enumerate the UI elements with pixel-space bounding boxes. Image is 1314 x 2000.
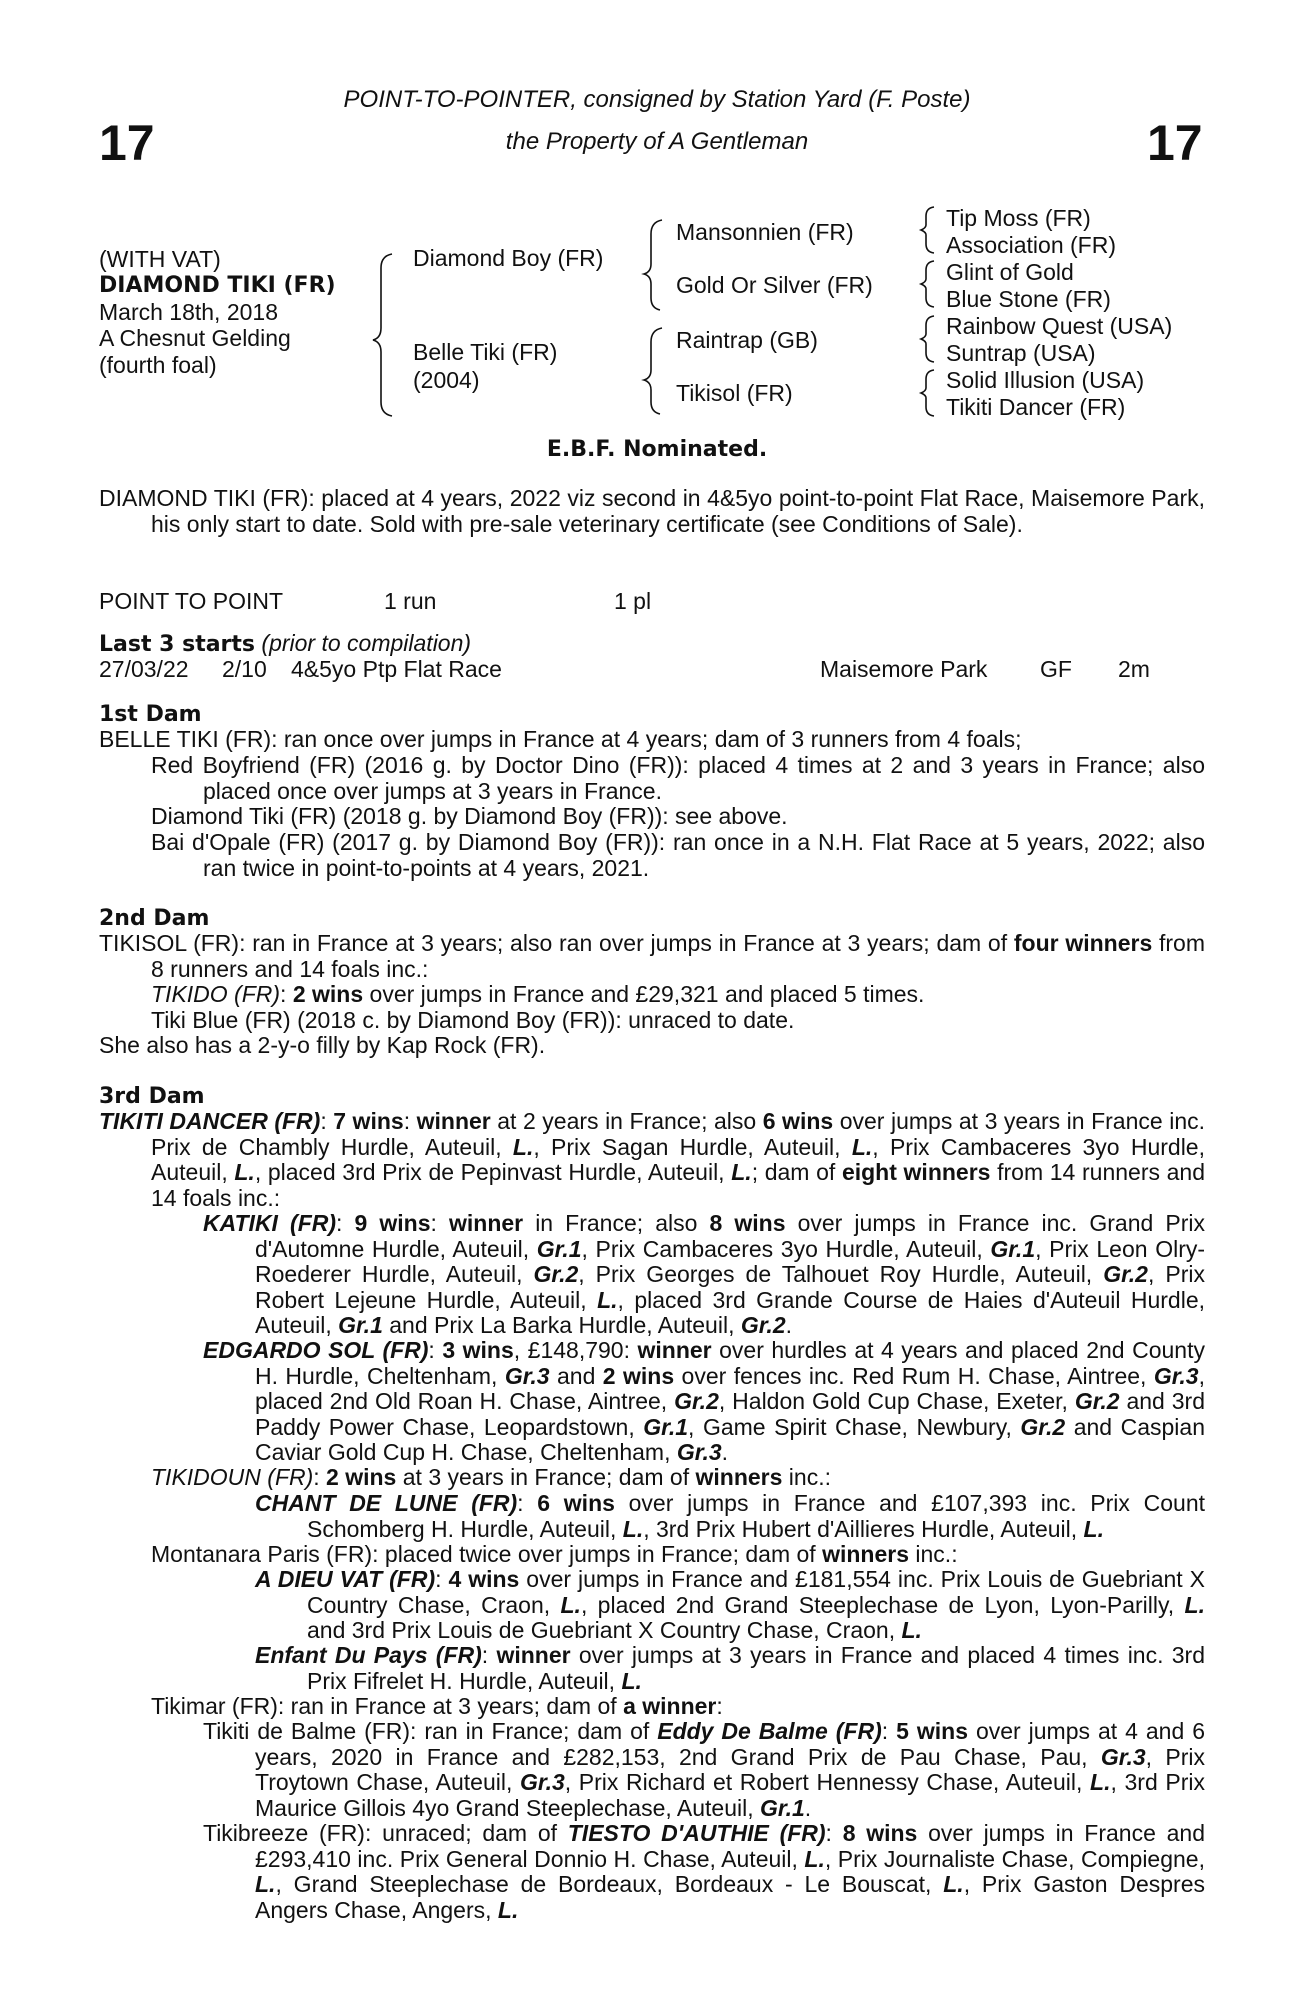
dam-dam-sire: Solid Illusion (USA) bbox=[946, 367, 1145, 393]
last3-course: Maisemore Park bbox=[820, 656, 988, 682]
second-dam-note: She also has a 2-y-o filly by Kap Rock (FR). bbox=[99, 1032, 546, 1058]
last3-position: 2/10 bbox=[222, 656, 267, 682]
second-dam-heading: 2nd Dam bbox=[99, 906, 210, 931]
record-placed: 1 pl bbox=[614, 588, 652, 614]
third-dam-adieu: A DIEU VAT (FR): 4 wins over jumps in France and £181,554 inc. Prix Louis de Guebriant X Country Chase, Craon, L., placed 2nd Grand Steeplechase de Lyon, Lyon-Parilly, L. and 3rd Prix Louis de Guebriant X Country Chase, Craon, L. bbox=[255, 1566, 1205, 1643]
third-dam-edgardo: EDGARDO SOL (FR): 3 wins, £148,790: winner over hurdles at 4 years and placed 2nd County H. Hurdle, Cheltenham, Gr.3 and 2 wins over fences inc. Red Rum H. Chase, Aintree, Gr.3, placed 2nd Old Roan H. Chase, Aintree, Gr.2, Haldon Gold Cup Chase, Exeter, Gr.2 and 3rd Paddy Power Chase, Leopardstown, Gr.1, Game Spirit Chase, Newbury, Gr.2 and Caspian Caviar Gold Cup H. Chase, Cheltenham, Gr.3. bbox=[203, 1337, 1206, 1465]
second-dam-line: TIKISOL (FR): ran in France at 3 years; also ran over jumps in France at 3 years; dam of four winners from 8 runners and 14 foals inc.: bbox=[99, 930, 1206, 982]
third-dam-heading: 3rd Dam bbox=[99, 1084, 205, 1109]
second-dam-produce: Tiki Blue (FR) (2018 c. by Diamond Boy (FR)): unraced to date. bbox=[151, 1007, 795, 1033]
third-dam-tikimar: Tikimar (FR): ran in France at 3 years; dam of a winner: bbox=[151, 1693, 723, 1719]
third-dam-katiki: KATIKI (FR): 9 wins: winner in France; also 8 wins over jumps in France inc. Grand Prix d'Automne Hurdle, Auteuil, Gr.1, Prix Cambaceres 3yo Hurdle, Auteuil, Gr.1, Prix Leon Olry-Roederer Hurdle, Auteuil, Gr.2, Prix Georges de Talhouet Roy Hurdle, Auteuil, Gr.2, Prix Robert Lejeune Hurdle, Auteuil, L., placed 3rd Grande Course de Haies d'Auteuil Hurdle, Auteuil, Gr.1 and Prix La Barka Hurdle, Auteuil, Gr.2. bbox=[203, 1210, 1206, 1338]
horse-dob: March 18th, 2018 bbox=[99, 299, 279, 325]
third-dam-tikibreeze: Tikibreeze (FR): unraced; dam of TIESTO D'AUTHIE (FR): 8 wins over jumps in France and £293,410 inc. Prix General Donnio H. Chase, Auteuil, L., Prix Journaliste Chase, Compiegne, L., Grand Steeplechase de Bordeaux, Bordeaux - Le Bouscat, L., Prix Gaston Despres Angers Chase, Angers, L. bbox=[203, 1820, 1205, 1923]
ebf-nominated: E.B.F. Nominated. bbox=[546, 437, 768, 462]
first-dam-produce: Diamond Tiki (FR) (2018 g. by Diamond Boy (FR)): see above. bbox=[151, 803, 788, 829]
record-label: POINT TO POINT bbox=[99, 588, 284, 614]
header-line-2: the Property of A Gentleman bbox=[505, 128, 809, 155]
sire-dam-dam: Blue Stone (FR) bbox=[946, 286, 1111, 312]
dam-dam: Tikisol (FR) bbox=[676, 380, 793, 406]
sire-dam: Gold Or Silver (FR) bbox=[676, 272, 873, 298]
vat-label: (WITH VAT) bbox=[99, 246, 221, 272]
sire-dam-sire: Glint of Gold bbox=[946, 259, 1074, 285]
sire-sire-sire: Tip Moss (FR) bbox=[946, 205, 1091, 231]
record-runs: 1 run bbox=[384, 588, 437, 614]
header-line-1: POINT-TO-POINTER, consigned by Station Yard (F. Poste) bbox=[343, 86, 971, 113]
last3-race: 4&5yo Ptp Flat Race bbox=[291, 656, 502, 682]
third-dam-tikiti: TIKITI DANCER (FR): 7 wins: winner at 2 years in France; also 6 wins over jumps at 3 years in France inc. Prix de Chambly Hurdle, Auteuil, L., Prix Sagan Hurdle, Auteuil, L., Prix Cambaceres 3yo Hurdle, Auteuil, L., placed 3rd Prix de Pepinvast Hurdle, Auteuil, L.; dam of eight winners from 14 runners and 14 foals inc.: bbox=[99, 1108, 1206, 1211]
first-dam-heading: 1st Dam bbox=[99, 702, 202, 727]
sire-sire-dam: Association (FR) bbox=[946, 232, 1116, 258]
second-dam-produce: TIKIDO (FR): 2 wins over jumps in France and £29,321 and placed 5 times. bbox=[151, 981, 925, 1007]
third-dam-enfant: Enfant Du Pays (FR): winner over jumps at 3 years in France and placed 4 times inc. 3rd Prix Fifrelet H. Hurdle, Auteuil, L. bbox=[255, 1642, 1206, 1694]
last3-date: 27/03/22 bbox=[99, 656, 189, 682]
last3-note: (prior to compilation) bbox=[261, 630, 472, 656]
last3-distance: 2m bbox=[1118, 656, 1150, 682]
last3-title: Last 3 starts bbox=[99, 632, 256, 657]
sire-sire: Mansonnien (FR) bbox=[676, 219, 854, 245]
dam-dam-dam: Tikiti Dancer (FR) bbox=[946, 394, 1126, 420]
third-dam-montanara: Montanara Paris (FR): placed twice over jumps in France; dam of winners inc.: bbox=[151, 1541, 958, 1567]
dam-sire-dam: Suntrap (USA) bbox=[946, 340, 1096, 366]
sire: Diamond Boy (FR) bbox=[413, 245, 604, 271]
third-dam-balme: Tikiti de Balme (FR): ran in France; dam of Eddy De Balme (FR): 5 wins over jumps at 4 and 6 years, 2020 in France and £282,153, 2nd Grand Prix de Pau Chase, Pau, Gr.3, Prix Troytown Chase, Auteuil, Gr.3, Prix Richard et Robert Hennessy Chase, Auteuil, L., 3rd Prix Maurice Gillois 4yo Grand Steeplechase, Auteuil, Gr.1. bbox=[203, 1718, 1206, 1821]
lot-number-left: 17 bbox=[99, 115, 155, 171]
dam-sire-sire: Rainbow Quest (USA) bbox=[946, 313, 1173, 339]
summary-paragraph: DIAMOND TIKI (FR): placed at 4 years, 2022 viz second in 4&5yo point-to-point Flat Race, Maisemore Park, his only start to date. Sold with pre-sale veterinary certificate (see Conditions of Sale). bbox=[99, 485, 1205, 537]
dam: Belle Tiki (FR) bbox=[413, 339, 558, 365]
lot-number-right: 17 bbox=[1147, 115, 1203, 171]
horse-foal: (fourth foal) bbox=[99, 352, 217, 378]
third-dam-chant: CHANT DE LUNE (FR): 6 wins over jumps in France and £107,393 inc. Prix Count Schomberg H. Hurdle, Auteuil, L., 3rd Prix Hubert d'Aillieres Hurdle, Auteuil, L. bbox=[255, 1490, 1206, 1542]
last3-heading bbox=[99, 631, 471, 658]
last3-going: GF bbox=[1040, 656, 1072, 682]
horse-description: A Chesnut Gelding bbox=[99, 325, 291, 351]
third-dam-tikidoun: TIKIDOUN (FR): 2 wins at 3 years in France; dam of winners inc.: bbox=[151, 1464, 831, 1490]
dam-sire: Raintrap (GB) bbox=[676, 327, 818, 353]
horse-name: DIAMOND TIKI (FR) bbox=[99, 273, 336, 298]
first-dam-produce: Red Boyfriend (FR) (2016 g. by Doctor Dino (FR)): placed 4 times at 2 and 3 years in France; also placed once over jumps at 3 years in France. bbox=[151, 752, 1205, 804]
first-dam-line: BELLE TIKI (FR): ran once over jumps in France at 4 years; dam of 3 runners from 4 foals; bbox=[99, 726, 1022, 752]
dam-year: (2004) bbox=[413, 367, 480, 393]
first-dam-produce: Bai d'Opale (FR) (2017 g. by Diamond Boy (FR)): ran once in a N.H. Flat Race at 5 years, 2022; also ran twice in point-to-points at 4 years, 2021. bbox=[151, 829, 1205, 881]
